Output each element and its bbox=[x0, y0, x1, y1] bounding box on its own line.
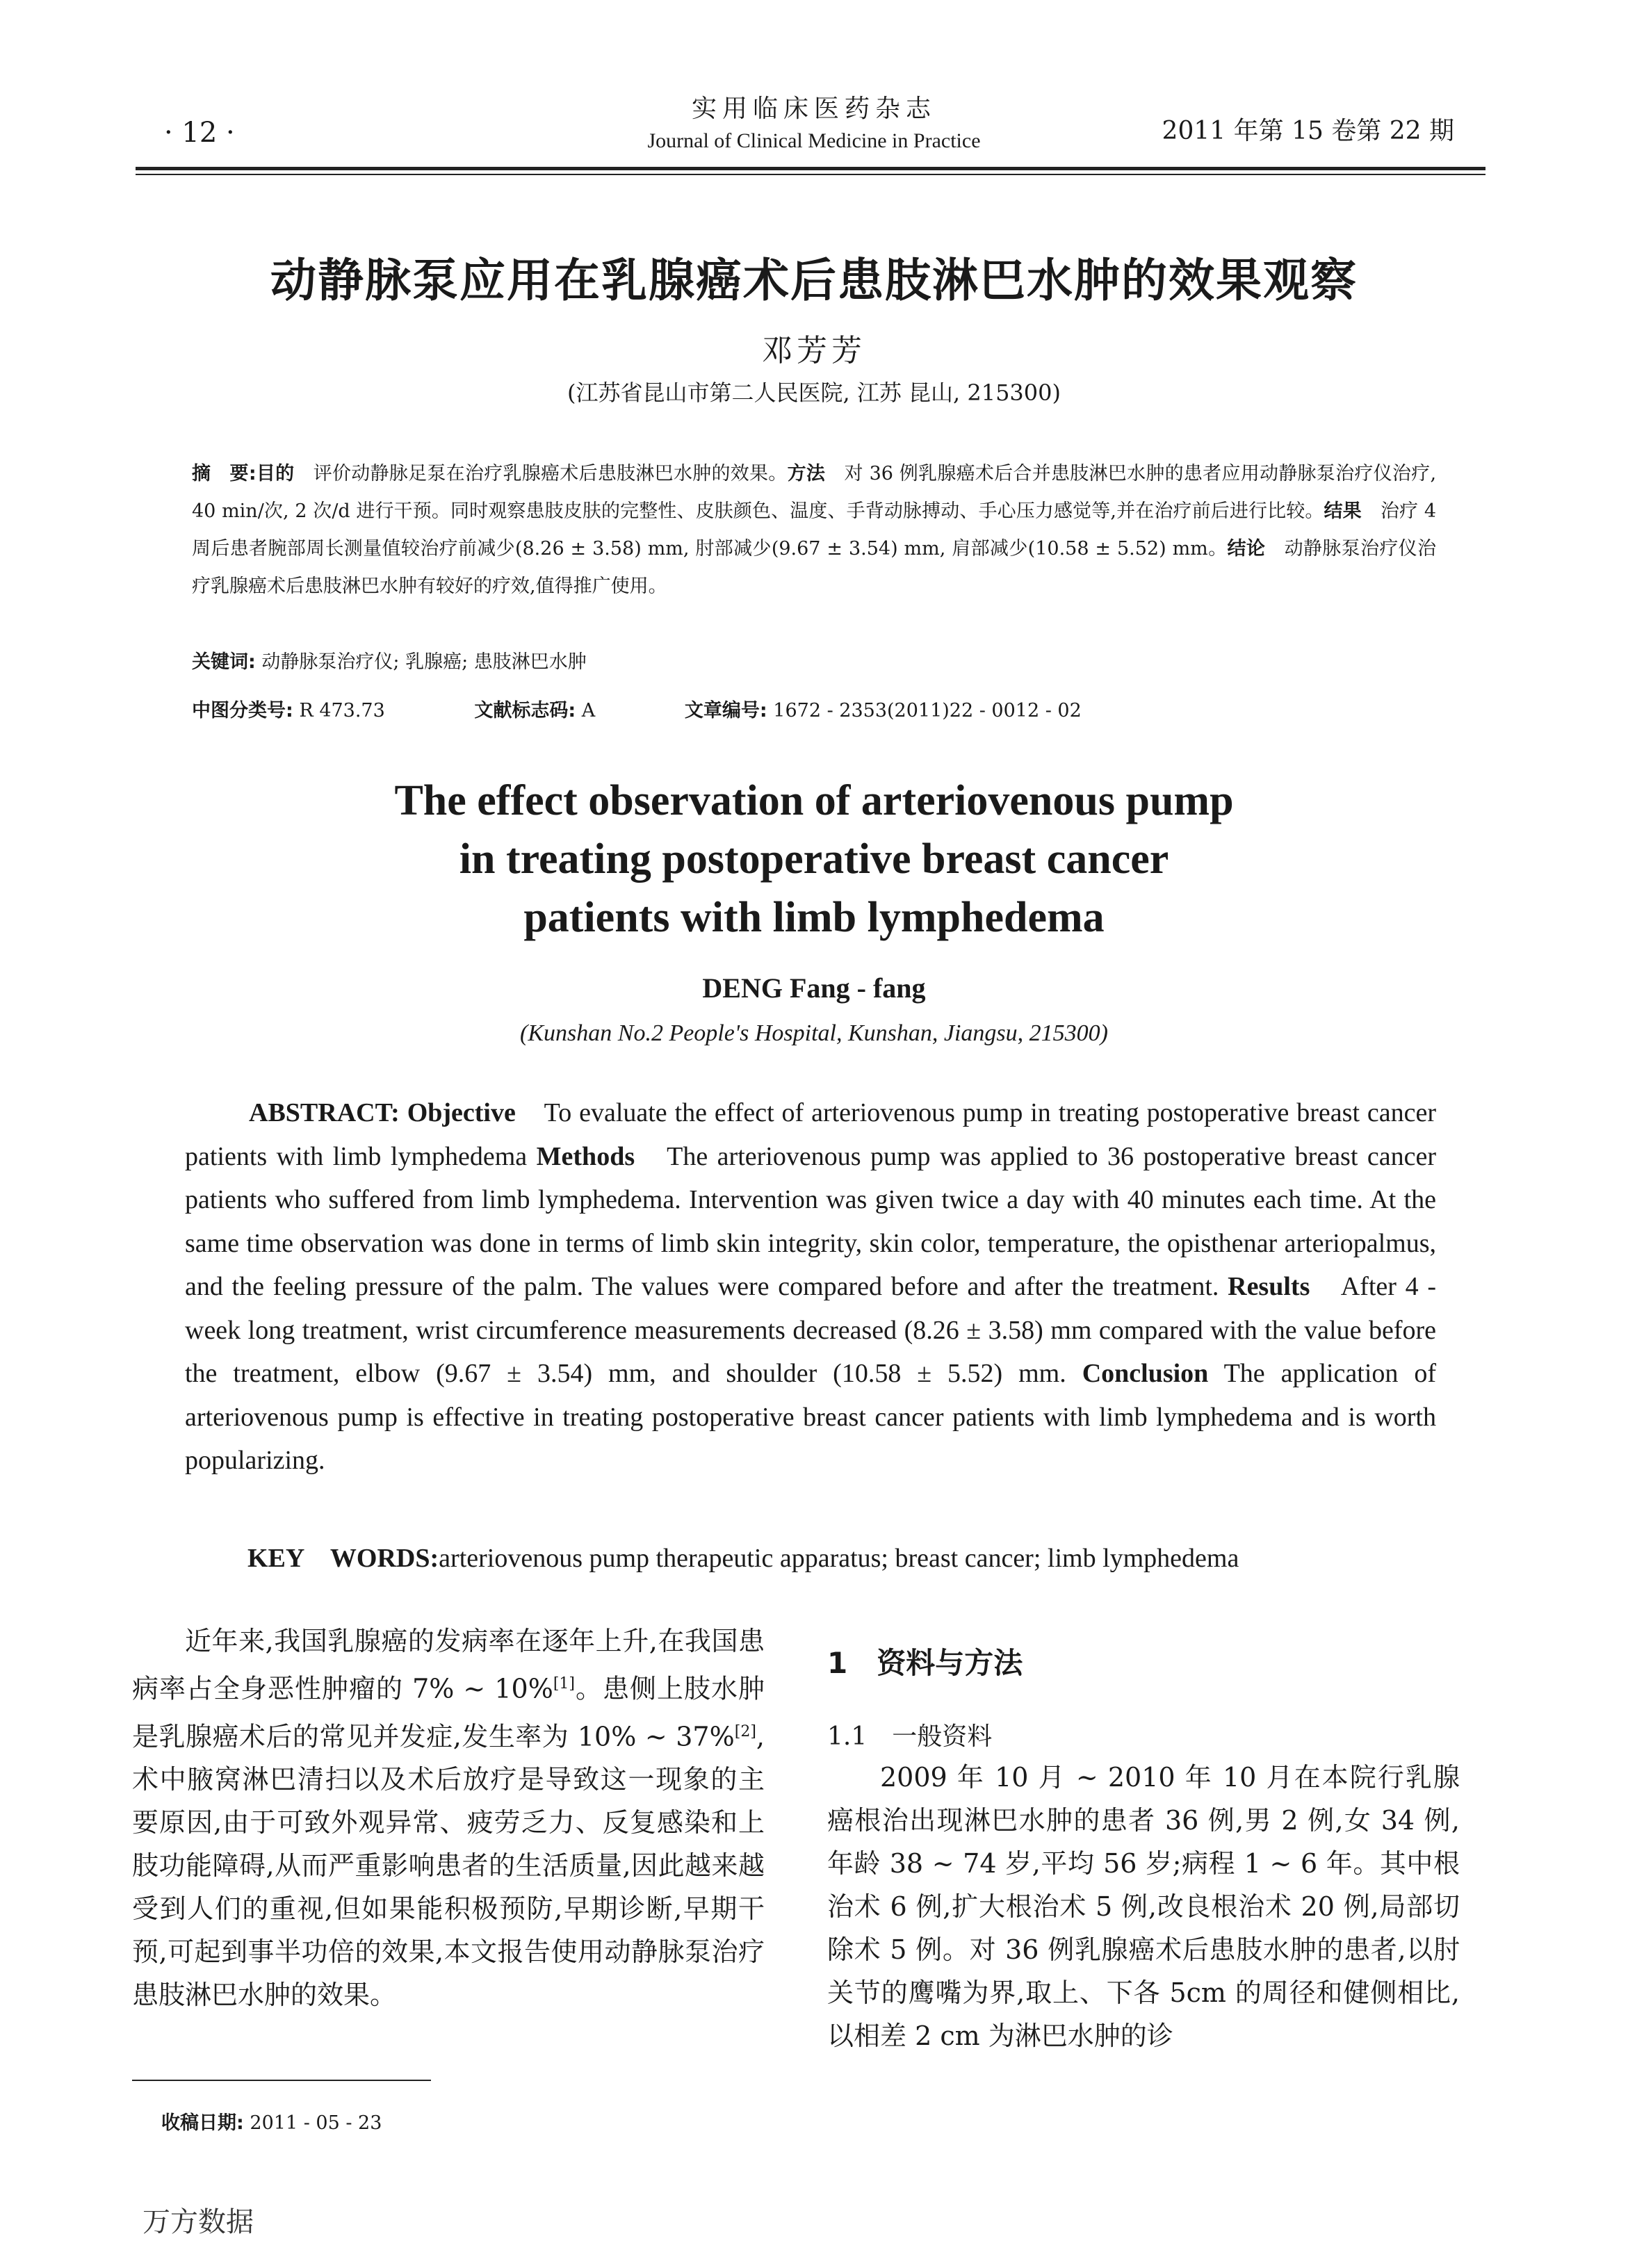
results-cn-label: 结果 bbox=[1324, 500, 1362, 522]
article-no-value: 1672 - 2353(2011)22 - 0012 - 02 bbox=[773, 700, 1082, 721]
author-en: DENG Fang - fang bbox=[702, 972, 926, 1004]
methods-cn: 对 36 例乳腺癌术后合并患肢淋巴水肿的患者应用动静脉泵治疗仪治疗, 40 min/次, 2 次/d 进行干预。同时观察患肢皮肤的完整性、皮肤颜色、温度、手背动脉搏动、手心压力感觉等,并在治疗前后进行比较。 bbox=[192, 463, 1437, 522]
received-date-label: 收稿日期: bbox=[161, 2112, 244, 2134]
intro-paragraph bbox=[132, 1620, 765, 2016]
conclusion-cn-label: 结论 bbox=[1227, 538, 1266, 560]
header-rule-thin bbox=[136, 174, 1485, 175]
abstract-en bbox=[185, 1091, 1436, 1483]
keywords-cn-label: 关键词: bbox=[192, 651, 256, 673]
citation-2: [2] bbox=[734, 1722, 756, 1740]
footnote-rule bbox=[132, 2080, 431, 2081]
citation-1: [1] bbox=[553, 1675, 575, 1692]
header-rule-thick bbox=[136, 167, 1485, 170]
journal-title-cn: 实用临床医药杂志 bbox=[691, 95, 936, 123]
intro-text-1: 近年来,我国乳腺癌的发病率在逐年上升,在我国患病率占全身恶性肿瘤的 7% ~ 10% bbox=[132, 1626, 765, 1704]
subsection-heading-1-1: 1.1 一般资料 bbox=[827, 1722, 993, 1751]
abstract-en-label: ABSTRACT: bbox=[249, 1098, 400, 1127]
results-cn: 治疗 4 周后患者腕部周长测量值较治疗前减少(8.26 ± 3.58) mm, 肘部减少(9.67 ± 3.54) mm, 肩部减少(10.58 ± 5.52) mm。 bbox=[192, 500, 1436, 560]
article-title-cn: 动静脉泵应用在乳腺癌术后患肢淋巴水肿的效果观察 bbox=[270, 254, 1358, 307]
section-heading-1: 1 资料与方法 bbox=[827, 1646, 1023, 1680]
general-data-paragraph: 2009 年 10 月 ~ 2010 年 10 月在本院行乳腺癌根治出现淋巴水肿的患者 36 例,男 2 例,女 34 例,年龄 38 ~ 74 岁,平均 56 岁;病程 1 ~ 6 年。其中根治术 6 例,扩大根治术 5 例,改良根治术 20 例,局部切除术 5 例。对 36 例乳腺癌术后患肢水肿的患者,以肘关节的鹰嘴为界,取上、下各 5cm 的周径和健侧相比,以相差 2 cm 为淋巴水肿的诊 bbox=[827, 1762, 1460, 2051]
keywords-cn-text: 动静脉泵治疗仪; 乳腺癌; 患肢淋巴水肿 bbox=[261, 651, 587, 673]
objective-en: To evaluate the effect of arteriovenous pump in treating postoperative breast cancer patients with limb lymphedema bbox=[185, 1098, 1437, 1171]
methods-en: The arteriovenous pump was applied to 36 postoperative breast cancer patients who suffered from limb lymphedema. Intervention was given twice a day with 40 minutes each time. At the same time observation was done in terms of limb skin integrity, skin color, temperature, the opisthenar arteriopalmus, and the feeling pressure of the palm. The values were compared before and after the treatment. bbox=[185, 1141, 1437, 1301]
methods-en-label: Methods bbox=[536, 1141, 635, 1171]
abstract-cn bbox=[192, 455, 1436, 605]
keywords-en-text: arteriovenous pump therapeutic apparatus; breast cancer; limb lymphedema bbox=[439, 1544, 1239, 1573]
conclusion-en: The application of arteriovenous pump is effective in treating postoperative breast cancer patients with limb lymphedema and is worth popularizing. bbox=[185, 1359, 1436, 1475]
methods-cn-label: 方法 bbox=[787, 463, 826, 484]
doc-code-label: 文献标志码: bbox=[474, 700, 576, 721]
author-cn: 邓芳芳 bbox=[762, 333, 866, 368]
title-en-line: The effect observation of arteriovenous pump bbox=[394, 777, 1234, 824]
results-en-label: Results bbox=[1228, 1272, 1310, 1301]
article-title-en bbox=[0, 772, 1628, 947]
affiliation-en: (Kunshan No.2 People's Hospital, Kunshan, Jiangsu, 215300) bbox=[520, 1020, 1108, 1046]
page-number: · 12 · bbox=[164, 117, 235, 149]
intro-text-3: ,术中腋窝淋巴清扫以及术后放疗是导致这一现象的主要原因,由于可致外观异常、疲劳乏力、反复感染和上肢功能障碍,从而严重影响患者的生活质量,因此越来越受到人们的重视,但如果能积极预防,早期诊断,早期干预,可起到事半功倍的效果,本文报告使用动静脉泵治疗患肢淋巴水肿的效果。 bbox=[132, 1721, 765, 2011]
clc-label: 中图分类号: bbox=[192, 700, 293, 721]
received-date bbox=[161, 2107, 382, 2135]
objective-cn-label: 目的 bbox=[256, 463, 295, 484]
received-date-value: 2011 - 05 - 23 bbox=[250, 2112, 382, 2134]
classification-line bbox=[192, 695, 1436, 722]
journal-title-en: Journal of Clinical Medicine in Practice bbox=[647, 129, 981, 152]
intro-text-2: 。患侧上肢水肿是乳腺癌术后的常见并发症,发生率为 10% ~ 37% bbox=[132, 1673, 765, 1752]
results-en: After 4 - week long treatment, wrist circumference measurements decreased (8.26 ± 3.58) mm compared with the value before the treatment, elbow (9.67 ± 3.54) mm, and shoulder (10.58 ± 5.52) mm. bbox=[185, 1272, 1436, 1388]
objective-en-label: Objective bbox=[407, 1098, 516, 1127]
conclusion-en-label: Conclusion bbox=[1082, 1359, 1209, 1388]
issue-info: 2011 年第 15 卷第 22 期 bbox=[1162, 117, 1454, 145]
watermark: 万方数据 bbox=[143, 2206, 254, 2238]
objective-cn: 评价动静脉足泵在治疗乳腺癌术后患肢淋巴水肿的效果。 bbox=[313, 463, 788, 484]
doc-code-value: A bbox=[581, 700, 596, 721]
abstract-cn-label: 摘 要: bbox=[192, 463, 257, 484]
keywords-en-label: KEY WORDS: bbox=[247, 1544, 439, 1573]
keywords-cn bbox=[192, 646, 1436, 674]
keywords-en bbox=[247, 1536, 1429, 1574]
title-en-line: patients with limb lymphedema bbox=[523, 894, 1105, 941]
title-en-line: in treating postoperative breast cancer bbox=[459, 835, 1169, 883]
clc-value: R 473.73 bbox=[299, 700, 385, 721]
article-no-label: 文章编号: bbox=[684, 700, 767, 721]
conclusion-cn: 动静脉泵治疗仪治疗乳腺癌术后患肢淋巴水肿有较好的疗效,值得推广使用。 bbox=[192, 538, 1437, 597]
affiliation-cn: (江苏省昆山市第二人民医院, 江苏 昆山, 215300) bbox=[567, 380, 1061, 406]
